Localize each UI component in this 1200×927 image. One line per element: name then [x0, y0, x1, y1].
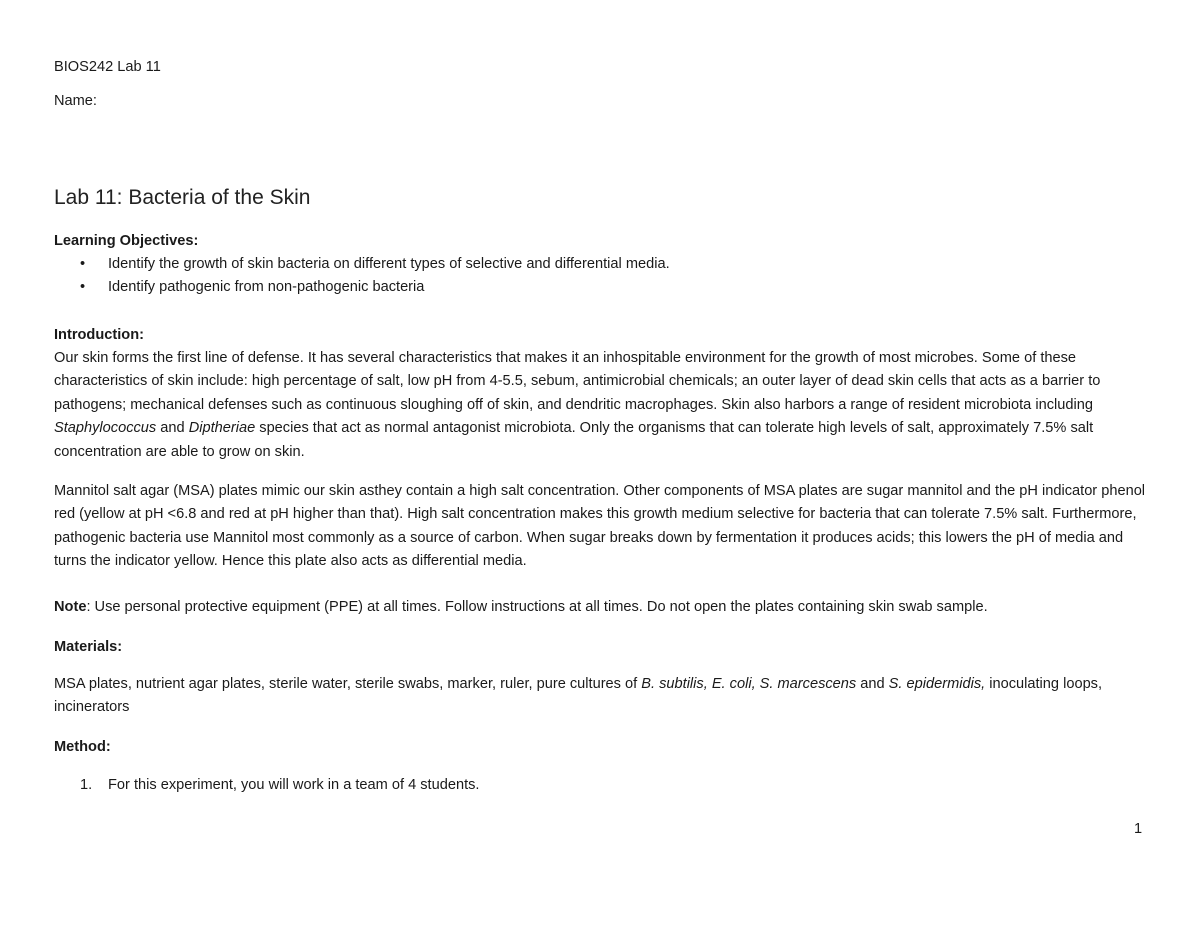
bullet-icon: •: [80, 256, 86, 272]
introduction-heading: Introduction:: [54, 327, 144, 343]
species-epidermidis: S. epidermidis,: [888, 676, 986, 692]
materials-paragraph: [54, 673, 1149, 720]
intro-text-end: species that act as normal antagonist microbiota. Only the organisms that can tolerate high levels of salt, approximately 7.5% salt concentration are able to grow on skin.: [54, 420, 1094, 460]
list-item: [54, 276, 670, 299]
note-text: : Use personal protective equipment (PPE) at all times. Follow instructions at all times. Do not open the plates containing skin swab sample.: [86, 599, 988, 615]
learning-objectives-heading: Learning Objectives:: [54, 233, 199, 249]
note-label: Note: [54, 599, 87, 615]
materials-text-start: MSA plates, nutrient agar plates, sterile water, sterile swabs, marker, ruler, pure cultures of: [54, 676, 642, 692]
materials-heading: Materials:: [54, 639, 123, 655]
step-number: 1.: [80, 777, 93, 793]
course-header: BIOS242 Lab 11: [54, 59, 161, 75]
materials-and: and: [856, 676, 889, 692]
lab-title: Lab 11: Bacteria of the Skin: [54, 186, 311, 209]
note-paragraph: [54, 596, 1149, 619]
objective-text: Identify the growth of skin bacteria on different types of selective and differential media.: [108, 256, 670, 272]
learning-objectives-list: [54, 253, 670, 300]
list-item: [54, 253, 670, 276]
method-heading: Method:: [54, 739, 111, 755]
msa-paragraph: Mannitol salt agar (MSA) plates mimic our skin asthey contain a high salt concentration. Other components of MSA plates are sugar mannitol and the pH indicator phenol red (yellow at pH <6.8 and red at pH higher than that). High salt concentration makes this growth medium selective for bacteria that can tolerate 7.5% salt. Furthermore, pathogenic bacteria use Mannitol most commonly as a source of carbon. When sugar breaks down by fermentation it produces acids; this lowers the pH of media and turns the indicator yellow. Hence this plate also acts as differential media.: [54, 483, 1146, 570]
objective-text: Identify pathogenic from non-pathogenic bacteria: [108, 279, 425, 296]
intro-text-start: Our skin forms the first line of defense. It has several characteristics that makes it an inhospitable environment for the growth of most microbes. Some of these characteristics of skin include: high percentage of salt, low pH from 4-5.5, sebum, antimicrobial chemicals; an outer layer of dead skin cells that acts as a barrier to pathogens; mechanical defenses such as continuous sloughing off of skin, and dendritic macrophages. Skin also harbors a range of resident microbiota including: [54, 350, 1101, 413]
list-item: [54, 774, 480, 797]
name-label: Name:: [54, 93, 97, 109]
species-list: B. subtilis, E. coli, S. marcescens: [641, 676, 857, 692]
intro-and: and: [156, 420, 189, 437]
page-number: 1: [1134, 821, 1143, 837]
introduction-paragraph: [54, 347, 1149, 464]
materials-text-end: inoculating loops, incinerators: [54, 676, 1103, 716]
method-steps: [54, 774, 480, 797]
genus-staphylococcus: Staphylococcus: [54, 420, 157, 437]
bullet-icon: •: [80, 279, 86, 296]
step-text: For this experiment, you will work in a team of 4 students.: [108, 777, 480, 793]
genus-diptheriae: Diptheriae: [188, 420, 256, 437]
